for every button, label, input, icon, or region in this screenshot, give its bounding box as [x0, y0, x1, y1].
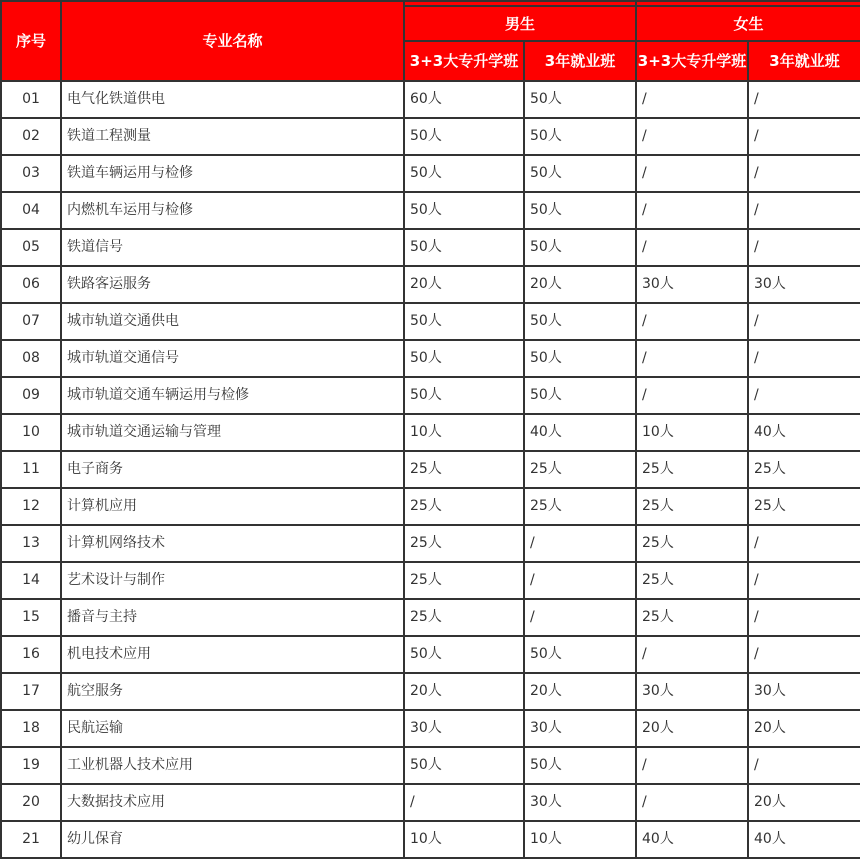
row-index: 03: [1, 155, 61, 192]
header-female-employment-class: 3年就业班: [748, 41, 860, 81]
row-major-name: 播音与主持: [61, 599, 404, 636]
row-index: 18: [1, 710, 61, 747]
header-major-name: 专业名称: [61, 1, 404, 81]
row-female-advance-count: 25人: [636, 562, 748, 599]
row-male-employ-count: /: [524, 525, 636, 562]
row-female-employ-count: /: [748, 81, 860, 118]
table-row: [1, 599, 860, 636]
row-major-name: 内燃机车运用与检修: [61, 192, 404, 229]
row-female-advance-count: 25人: [636, 599, 748, 636]
header-male-advance-class: 3+3大专升学班: [404, 41, 524, 81]
row-male-employ-count: 50人: [524, 747, 636, 784]
row-major-name: 工业机器人技术应用: [61, 747, 404, 784]
row-female-employ-count: 30人: [748, 266, 860, 303]
row-female-employ-count: /: [748, 747, 860, 784]
table-row: [1, 710, 860, 747]
row-male-employ-count: 50人: [524, 636, 636, 673]
table-row: [1, 673, 860, 710]
row-male-advance-count: 50人: [404, 155, 524, 192]
row-index: 05: [1, 229, 61, 266]
row-male-employ-count: 30人: [524, 710, 636, 747]
row-index: 16: [1, 636, 61, 673]
row-female-advance-count: /: [636, 155, 748, 192]
row-index: 08: [1, 340, 61, 377]
row-index: 19: [1, 747, 61, 784]
row-male-advance-count: 50人: [404, 340, 524, 377]
row-female-employ-count: /: [748, 340, 860, 377]
header-index: 序号: [1, 1, 61, 81]
table-row: [1, 155, 860, 192]
row-female-advance-count: /: [636, 118, 748, 155]
row-male-employ-count: 50人: [524, 340, 636, 377]
row-index: 06: [1, 266, 61, 303]
row-male-advance-count: /: [404, 784, 524, 821]
row-male-advance-count: 50人: [404, 118, 524, 155]
row-male-advance-count: 50人: [404, 303, 524, 340]
row-major-name: 民航运输: [61, 710, 404, 747]
row-male-advance-count: 50人: [404, 229, 524, 266]
row-male-employ-count: 20人: [524, 266, 636, 303]
row-male-advance-count: 60人: [404, 81, 524, 118]
row-major-name: 铁道车辆运用与检修: [61, 155, 404, 192]
row-major-name: 大数据技术应用: [61, 784, 404, 821]
row-male-employ-count: 50人: [524, 192, 636, 229]
row-female-advance-count: /: [636, 229, 748, 266]
row-major-name: 艺术设计与制作: [61, 562, 404, 599]
row-male-advance-count: 10人: [404, 414, 524, 451]
row-female-employ-count: /: [748, 562, 860, 599]
row-male-advance-count: 25人: [404, 562, 524, 599]
row-index: 09: [1, 377, 61, 414]
row-major-name: 航空服务: [61, 673, 404, 710]
row-index: 13: [1, 525, 61, 562]
row-major-name: 电子商务: [61, 451, 404, 488]
row-female-employ-count: 40人: [748, 821, 860, 858]
row-female-employ-count: 20人: [748, 710, 860, 747]
row-male-advance-count: 50人: [404, 636, 524, 673]
row-female-employ-count: 40人: [748, 414, 860, 451]
row-female-employ-count: 20人: [748, 784, 860, 821]
row-female-advance-count: 40人: [636, 821, 748, 858]
row-male-advance-count: 25人: [404, 488, 524, 525]
row-female-advance-count: /: [636, 303, 748, 340]
row-male-advance-count: 30人: [404, 710, 524, 747]
row-female-employ-count: 25人: [748, 488, 860, 525]
table-body: [1, 81, 860, 858]
row-index: 14: [1, 562, 61, 599]
row-female-employ-count: /: [748, 118, 860, 155]
row-male-employ-count: 10人: [524, 821, 636, 858]
row-female-advance-count: 20人: [636, 710, 748, 747]
table-row: [1, 377, 860, 414]
table-row: [1, 451, 860, 488]
row-major-name: 计算机网络技术: [61, 525, 404, 562]
row-male-employ-count: 30人: [524, 784, 636, 821]
row-index: 10: [1, 414, 61, 451]
row-male-employ-count: 25人: [524, 488, 636, 525]
table-row: [1, 488, 860, 525]
row-female-employ-count: /: [748, 155, 860, 192]
table-row: [1, 118, 860, 155]
row-major-name: 铁道工程测量: [61, 118, 404, 155]
row-male-advance-count: 25人: [404, 451, 524, 488]
row-male-employ-count: /: [524, 599, 636, 636]
table-row: [1, 784, 860, 821]
table-row: [1, 747, 860, 784]
table-row: [1, 636, 860, 673]
row-index: 20: [1, 784, 61, 821]
row-male-employ-count: 20人: [524, 673, 636, 710]
row-female-employ-count: /: [748, 525, 860, 562]
row-female-advance-count: /: [636, 377, 748, 414]
row-female-advance-count: 25人: [636, 451, 748, 488]
row-male-advance-count: 10人: [404, 821, 524, 858]
row-male-employ-count: 50人: [524, 81, 636, 118]
row-major-name: 电气化铁道供电: [61, 81, 404, 118]
row-female-employ-count: /: [748, 377, 860, 414]
row-male-employ-count: 50人: [524, 155, 636, 192]
row-female-advance-count: 25人: [636, 488, 748, 525]
table-row: [1, 414, 860, 451]
row-major-name: 铁路客运服务: [61, 266, 404, 303]
row-male-employ-count: 50人: [524, 303, 636, 340]
row-male-advance-count: 25人: [404, 525, 524, 562]
row-index: 11: [1, 451, 61, 488]
row-female-employ-count: /: [748, 229, 860, 266]
row-male-advance-count: 25人: [404, 599, 524, 636]
row-major-name: 城市轨道交通供电: [61, 303, 404, 340]
row-female-advance-count: /: [636, 81, 748, 118]
row-major-name: 城市轨道交通运输与管理: [61, 414, 404, 451]
row-index: 12: [1, 488, 61, 525]
row-major-name: 计算机应用: [61, 488, 404, 525]
row-index: 15: [1, 599, 61, 636]
row-major-name: 幼儿保育: [61, 821, 404, 858]
table-row: [1, 562, 860, 599]
table-header: [1, 1, 860, 81]
row-male-employ-count: /: [524, 562, 636, 599]
row-female-employ-count: /: [748, 303, 860, 340]
row-male-employ-count: 25人: [524, 451, 636, 488]
table-row: [1, 303, 860, 340]
row-index: 01: [1, 81, 61, 118]
table-row: [1, 340, 860, 377]
table-row: [1, 821, 860, 858]
row-female-advance-count: /: [636, 747, 748, 784]
header-female-advance-class: 3+3大专升学班: [636, 41, 748, 81]
row-major-name: 机电技术应用: [61, 636, 404, 673]
row-female-advance-count: /: [636, 192, 748, 229]
row-female-advance-count: 30人: [636, 266, 748, 303]
row-male-advance-count: 20人: [404, 266, 524, 303]
row-major-name: 城市轨道交通车辆运用与检修: [61, 377, 404, 414]
row-female-employ-count: /: [748, 636, 860, 673]
row-male-employ-count: 50人: [524, 377, 636, 414]
table-row: [1, 229, 860, 266]
table-row: [1, 525, 860, 562]
row-male-employ-count: 40人: [524, 414, 636, 451]
table-row: [1, 81, 860, 118]
row-major-name: 城市轨道交通信号: [61, 340, 404, 377]
row-female-advance-count: /: [636, 340, 748, 377]
row-male-advance-count: 20人: [404, 673, 524, 710]
row-index: 07: [1, 303, 61, 340]
row-index: 21: [1, 821, 61, 858]
row-male-advance-count: 50人: [404, 192, 524, 229]
row-male-advance-count: 50人: [404, 747, 524, 784]
table-row: [1, 192, 860, 229]
row-female-employ-count: /: [748, 192, 860, 229]
table-row: [1, 266, 860, 303]
row-male-employ-count: 50人: [524, 118, 636, 155]
row-female-advance-count: /: [636, 636, 748, 673]
header-group-female: 女生: [636, 6, 860, 41]
row-major-name: 铁道信号: [61, 229, 404, 266]
row-female-advance-count: 30人: [636, 673, 748, 710]
row-female-advance-count: /: [636, 784, 748, 821]
row-index: 17: [1, 673, 61, 710]
row-index: 04: [1, 192, 61, 229]
row-female-employ-count: 25人: [748, 451, 860, 488]
header-male-employment-class: 3年就业班: [524, 41, 636, 81]
row-female-advance-count: 10人: [636, 414, 748, 451]
row-male-employ-count: 50人: [524, 229, 636, 266]
header-group-male: 男生: [404, 6, 636, 41]
row-female-employ-count: 30人: [748, 673, 860, 710]
row-male-advance-count: 50人: [404, 377, 524, 414]
row-female-employ-count: /: [748, 599, 860, 636]
row-female-advance-count: 25人: [636, 525, 748, 562]
row-index: 02: [1, 118, 61, 155]
